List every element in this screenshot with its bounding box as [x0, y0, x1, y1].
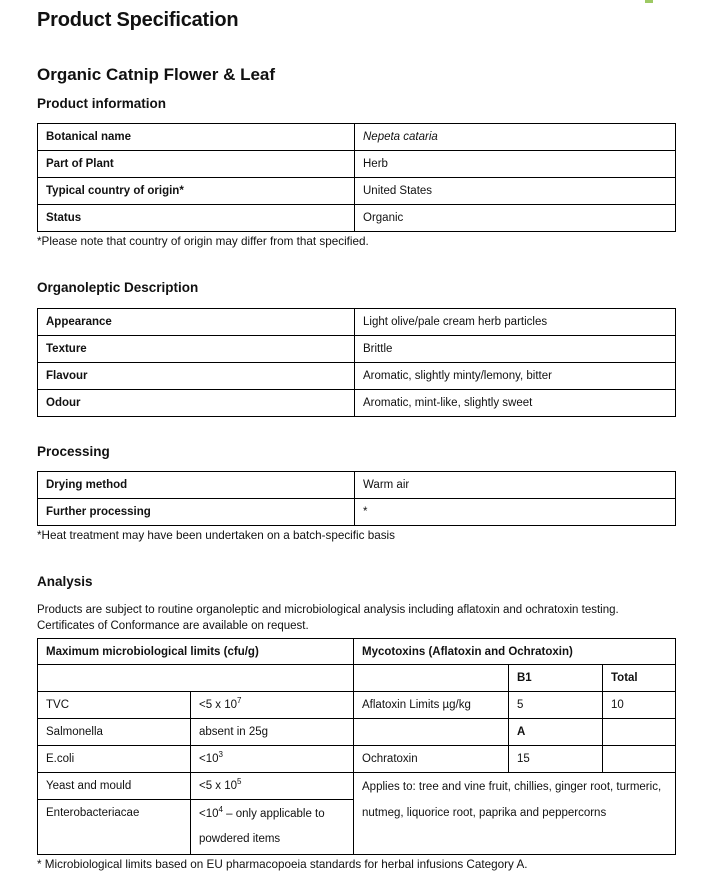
empty-cell — [38, 665, 354, 692]
table-row — [38, 390, 676, 417]
table-row — [38, 499, 676, 526]
table-row — [38, 309, 676, 336]
country-of-origin-value: United States — [355, 178, 676, 205]
analysis-intro-text: Products are subject to routine organoleptic and microbiological analysis including aflatoxin and ochratoxin testing. Certificates of Conformance are available on request. — [37, 604, 619, 632]
table-row — [38, 746, 676, 773]
table-row — [38, 205, 676, 232]
table-row — [38, 124, 676, 151]
analysis-heading: Analysis — [37, 574, 93, 589]
drying-method-value: Warm air — [355, 472, 676, 499]
botanical-name-value — [355, 124, 676, 151]
micro-limits-header-cell: Maximum microbiological limits (cfu/g) — [38, 639, 354, 665]
status-value: Organic — [355, 205, 676, 232]
yeast-mould-limit-base: <5 x 10 — [199, 780, 238, 792]
ochratoxin-label-cell: Ochratoxin — [354, 746, 509, 773]
table-row — [38, 639, 676, 665]
table-row — [38, 151, 676, 178]
enterobacteriacae-limit-note: – only applicable to powdered items — [199, 808, 325, 845]
table-row — [38, 773, 676, 800]
empty-cell — [603, 746, 676, 773]
further-processing-value: * — [355, 499, 676, 526]
salmonella-label-cell: Salmonella — [38, 719, 191, 746]
tvc-limit-exponent: 7 — [237, 696, 242, 706]
aflatoxin-limits-label-cell: Aflatoxin Limits µg/kg — [354, 692, 509, 719]
applies-to-cell: Applies to: tree and vine fruit, chillies, ginger root, turmeric, nutmeg, liquorice root, paprika and peppercorns — [354, 773, 676, 855]
organoleptic-table — [37, 308, 676, 417]
table-row — [38, 472, 676, 499]
page-title: Product Specification — [37, 9, 239, 31]
part-of-plant-label: Part of Plant — [38, 151, 355, 178]
b1-column-header: B1 — [509, 665, 603, 692]
table-row — [38, 692, 676, 719]
processing-heading: Processing — [37, 444, 110, 459]
aflatoxin-b1-value: 5 — [509, 692, 603, 719]
ecoli-limit-cell — [191, 746, 354, 773]
appearance-value: Light olive/pale cream herb particles — [355, 309, 676, 336]
empty-cell — [354, 665, 509, 692]
botanical-name-label: Botanical name — [38, 124, 355, 151]
table-row — [38, 665, 676, 692]
product-information-heading: Product information — [37, 96, 166, 111]
enterobacteriacae-label-cell: Enterobacteriacae — [38, 800, 191, 855]
enterobacteriacae-limit-cell — [191, 800, 354, 855]
further-processing-label: Further processing — [38, 499, 355, 526]
aflatoxin-total-value: 10 — [603, 692, 676, 719]
tvc-limit-base: <5 x 10 — [199, 699, 238, 711]
ecoli-limit-exponent: 3 — [218, 750, 223, 760]
yeast-mould-label-cell: Yeast and mould — [38, 773, 191, 800]
flavour-label: Flavour — [38, 363, 355, 390]
ecoli-limit-base: <10 — [199, 753, 219, 765]
status-label: Status — [38, 205, 355, 232]
table-row — [38, 336, 676, 363]
enterobacteriacae-limit-base: <10 — [199, 808, 219, 820]
flavour-value: Aromatic, slightly minty/lemony, bitter — [355, 363, 676, 390]
ecoli-label-cell: E.coli — [38, 746, 191, 773]
yeast-mould-limit-cell — [191, 773, 354, 800]
mycotoxins-header-cell: Mycotoxins (Aflatoxin and Ochratoxin) — [354, 639, 676, 665]
table-row — [38, 719, 676, 746]
drying-method-label: Drying method — [38, 472, 355, 499]
analysis-table — [37, 638, 676, 855]
country-of-origin-label: Typical country of origin* — [38, 178, 355, 205]
yeast-mould-limit-exponent: 5 — [237, 777, 242, 787]
logo-fragment — [645, 0, 653, 3]
odour-label: Odour — [38, 390, 355, 417]
empty-cell — [354, 719, 509, 746]
texture-value: Brittle — [355, 336, 676, 363]
part-of-plant-value: Herb — [355, 151, 676, 178]
product-info-table — [37, 123, 676, 232]
ochratoxin-b1-value: 15 — [509, 746, 603, 773]
product-name-heading: Organic Catnip Flower & Leaf — [37, 65, 276, 84]
table-row — [38, 178, 676, 205]
odour-value: Aromatic, mint-like, slightly sweet — [355, 390, 676, 417]
tvc-label-cell: TVC — [38, 692, 191, 719]
table-row — [38, 363, 676, 390]
botanical-name-text: Nepeta cataria — [363, 131, 438, 143]
heat-treatment-footnote: *Heat treatment may have been undertaken on a batch-specific basis — [37, 529, 395, 542]
country-of-origin-footnote: *Please note that country of origin may differ from that specified. — [37, 235, 369, 248]
enterobacteriacae-limit-exponent: 4 — [218, 805, 223, 815]
tvc-limit-cell — [191, 692, 354, 719]
appearance-label: Appearance — [38, 309, 355, 336]
category-a-cell: A — [509, 719, 603, 746]
total-column-header: Total — [603, 665, 676, 692]
salmonella-limit-cell: absent in 25g — [191, 719, 354, 746]
empty-cell — [603, 719, 676, 746]
texture-label: Texture — [38, 336, 355, 363]
microbiological-limits-footnote: * Microbiological limits based on EU pharmacopoeia standards for herbal infusions Category A. — [37, 858, 528, 871]
processing-table — [37, 471, 676, 526]
organoleptic-description-heading: Organoleptic Description — [37, 280, 199, 295]
